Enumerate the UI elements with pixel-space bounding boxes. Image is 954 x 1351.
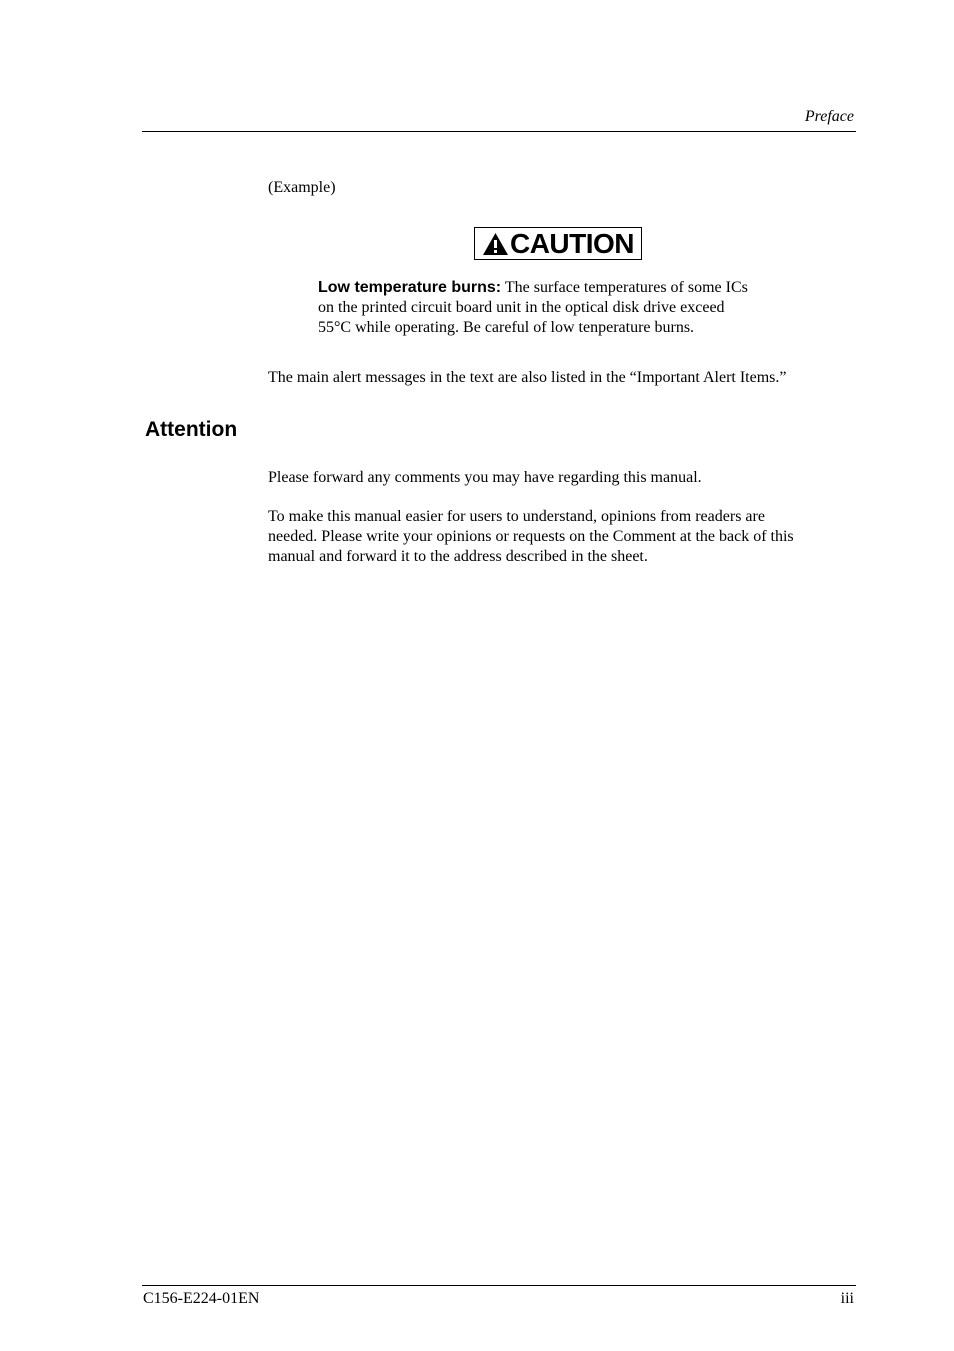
caution-line-1: The surface temperatures of some ICs (501, 279, 748, 296)
caution-line-3: 55°C while operating. Be careful of low tenperature burns. (318, 319, 695, 336)
document-code: C156-E224-01EN (143, 1290, 260, 1307)
footer-rule (142, 1285, 856, 1286)
page-number: iii (840, 1290, 854, 1307)
caution-label: CAUTION (509, 227, 635, 259)
running-header: Preface (804, 108, 854, 125)
caution-message (318, 278, 808, 338)
attention-paragraph-2-line-3: manual and forward it to the address described in the sheet. (268, 548, 648, 565)
main-alert-note: The main alert messages in the text are also listed in the “Important Alert Items.” (268, 369, 787, 386)
attention-paragraph-2-line-1: To make this manual easier for users to understand, opinions from readers are (268, 508, 765, 525)
attention-paragraph-1: Please forward any comments you may have regarding this manual. (268, 469, 702, 486)
caution-line-2: on the printed circuit board unit in the optical disk drive exceed (318, 299, 725, 316)
attention-paragraph-2 (268, 507, 860, 567)
caution-lead: Low temperature burns: (318, 279, 502, 296)
attention-heading: Attention (145, 418, 238, 441)
warning-triangle-icon (482, 232, 509, 256)
example-label: (Example) (268, 179, 336, 196)
attention-paragraph-2-line-2: needed. Please write your opinions or requests on the Comment at the back of this (268, 528, 794, 545)
caution-signal-box (474, 227, 642, 260)
header-rule (142, 131, 856, 132)
